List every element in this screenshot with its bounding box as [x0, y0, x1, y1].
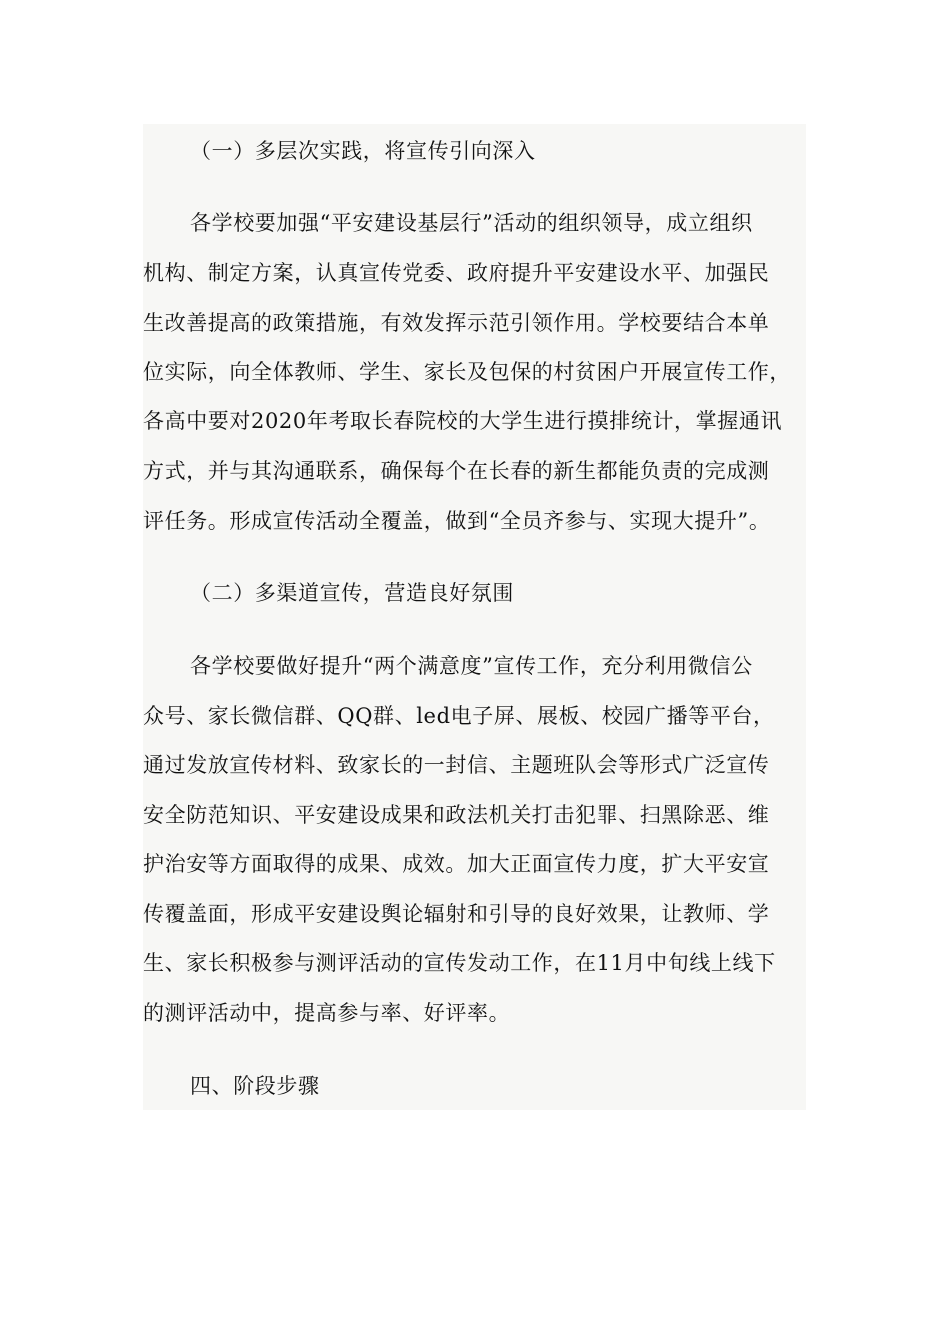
- paragraph-1-line-5: 各高中要对2020年考取长春院校的大学生进行摸排统计，掌握通讯: [143, 409, 783, 433]
- paragraph-2-line-5: 护治安等方面取得的成果、成效。加大正面宣传力度，扩大平安宣: [143, 852, 770, 876]
- paragraph-2-line-7: 生、家长积极参与测评活动的宣传发动工作，在11月中旬线上线下: [143, 951, 776, 975]
- paragraph-2-line-1: 各学校要做好提升“两个满意度”宣传工作，充分利用微信公: [190, 654, 753, 678]
- paragraph-1-line-6: 方式，并与其沟通联系，确保每个在长春的新生都能负责的完成测: [143, 459, 770, 483]
- section-heading-3: 四、阶段步骤: [190, 1074, 320, 1098]
- paragraph-2-line-4: 安全防范知识、平安建设成果和政法机关打击犯罪、扫黑除恶、维: [143, 803, 770, 827]
- paragraph-1-line-1: 各学校要加强“平安建设基层行”活动的组织领导，成立组织: [190, 211, 753, 235]
- section-heading-1: （一）多层次实践，将宣传引向深入: [190, 139, 536, 163]
- paragraph-1-line-3: 生改善提高的政策措施，有效发挥示范引领作用。学校要结合本单: [143, 311, 770, 335]
- paragraph-2-line-3: 通过发放宣传材料、致家长的一封信、主题班队会等形式广泛宣传: [143, 753, 770, 777]
- paragraph-1-line-4: 位实际，向全体教师、学生、家长及包保的村贫困户开展宣传工作，: [143, 360, 791, 384]
- section-heading-2: （二）多渠道宣传，营造良好氛围: [190, 581, 514, 605]
- paragraph-1-line-2: 机构、制定方案，认真宣传党委、政府提升平安建设水平、加强民: [143, 261, 770, 285]
- paragraph-2-line-6: 传覆盖面，形成平安建设舆论辐射和引导的良好效果，让教师、学: [143, 902, 770, 926]
- paragraph-1-line-7: 评任务。形成宣传活动全覆盖，做到“全员齐参与、实现大提升”。: [143, 509, 771, 533]
- paragraph-2-line-8: 的测评活动中，提高参与率、好评率。: [143, 1001, 511, 1025]
- paragraph-2-line-2: 众号、家长微信群、QQ群、led电子屏、展板、校园广播等平台，: [143, 704, 775, 728]
